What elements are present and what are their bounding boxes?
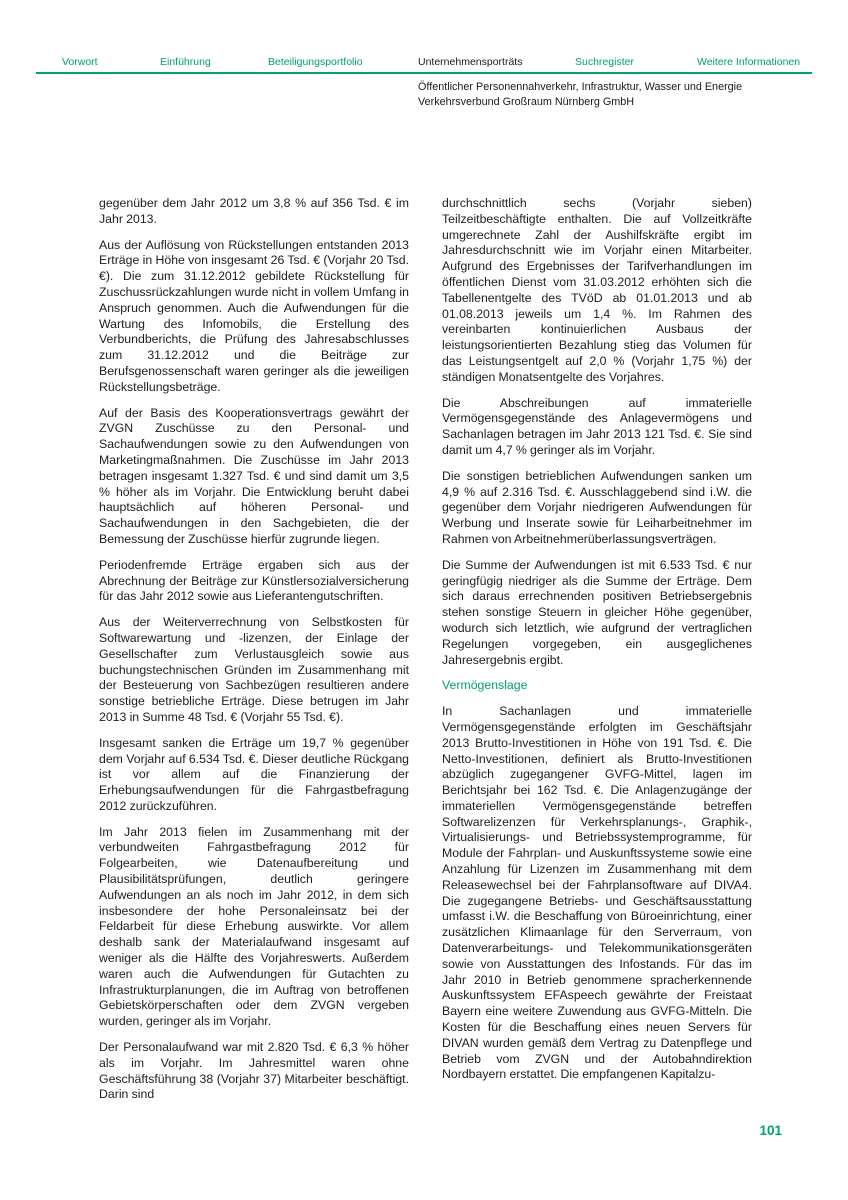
paragraph: Die Abschreibungen auf immaterielle Vermögensgegenstände des Anlagevermögens und Sachanlagen betragen im Jahr 2013 121 Tsd. €. Sie sind damit um 4,7 % geringer als im Vorjahr.: [442, 395, 752, 457]
content-area: [99, 196, 752, 1113]
paragraph: Im Jahr 2013 fielen im Zusammenhang mit der verbundweiten Fahrgastbefragung 2012 für Folgearbeiten, wie Datenaufbereitung und Plausibilitätsprüfungen, deutlich geringere Aufwendungen an als noch im Jahr 2012, in dem sich insbesondere der hohe Personaleinsatz bei der Feldarbeit für diese Erhebung auswirkte. Vor allem deshalb sank der Materialaufwand insgesamt auf weniger als die Hälfte des Vorjahreswerts. Außerdem waren auch die Aufwendungen für Gutachten zu Infrastrukturplanungen, die im Auftrag von betroffenen Gebietskörperschaften oder dem ZVGN vergeben wurden, geringer als im Vorjahr.: [99, 824, 409, 1029]
left-column: [99, 196, 409, 1113]
page-number: 101: [759, 1123, 782, 1138]
top-navigation: [36, 56, 812, 74]
paragraph: Die Summe der Aufwendungen ist mit 6.533 Tsd. € nur geringfügig niedriger als die Summe der Erträge. Dem sich daraus errechnenden positiven Betriebsergebnis stehen sonstige Steuern in gleicher Höhe gegenüber, wodurch sich letztlich, wie aufgrund der vertraglichen Regelungen vorgegeben, ein ausgeglichenes Jahresergebnis ergibt.: [442, 557, 752, 667]
paragraph: Periodenfremde Erträge ergaben sich aus der Abrechnung der Beiträge zur Künstlersozialversicherung für das Jahr 2012 sowie aus Lieferantengutschriften.: [99, 557, 409, 604]
paragraph: Insgesamt sanken die Erträge um 19,7 % gegenüber dem Vorjahr auf 6.534 Tsd. €. Dieser deutliche Rückgang ist vor allem auf die Finanzierung der Erhebungsaufwendungen für die Fahrgastbefragung 2012 zurückzuführen.: [99, 735, 409, 813]
paragraph: durchschnittlich sechs (Vorjahr sieben) Teilzeitbeschäftigte enthalten. Die auf Vollzeitkräfte umgerechnete Zahl der Aushilfskräfte ergibt im Jahresdurchschnitt wie im Vorjahr einen Mitarbeiter. Aufgrund des Ergebnisses der Tarifverhandlungen im öffentlichen Dienst vom 31.03.2012 erhöhten sich die Tabellenentgelte des TVöD ab 01.01.2013 und ab 01.08.2013 jeweils um 1,4 %. Im Rahmen des vereinbarten kontinuierlichen Ausbaus der leistungsorientierten Bezahlung stieg das Volumen für das Leistungsentgelt auf 2,0 % (Vorjahr 1,75 %) der ständigen Monatsentgelte des Vorjahres.: [442, 196, 752, 384]
right-column: [442, 196, 752, 1113]
nav-item-suchregister[interactable]: Suchregister: [575, 56, 634, 68]
section-title: Öffentlicher Personennahverkehr, Infrastruktur, Wasser und Energie: [418, 81, 743, 93]
nav-item-beteiligungsportfolio[interactable]: Beteiligungsportfolio: [268, 56, 363, 68]
paragraph: Die sonstigen betrieblichen Aufwendungen sanken um 4,9 % auf 2.316 Tsd. €. Ausschlaggebend sind i.W. die gegenüber dem Vorjahr niedrigeren Aufwendungen für Werbung und Inserate sowie für Leiharbeitnehmer im Rahmen von Arbeitnehmerüberlassungsverträgen.: [442, 468, 752, 546]
paragraph: Aus der Weiterverrechnung von Selbstkosten für Softwarewartung und -lizenzen, der Einlage der Gesellschafter zum Verlustausgleich sowie aus buchungstechnischen Gründen im Zusammenhang mit der Besteuerung von Sachbezügen resultieren andere sonstige betriebliche Erträge. Diese betrugen im Jahr 2013 in Summe 48 Tsd. € (Vorjahr 55 Tsd. €).: [99, 615, 409, 724]
nav-item-weitere-informationen[interactable]: Weitere Informationen: [697, 56, 801, 68]
paragraph: In Sachanlagen und immaterielle Vermögensgegenstände erfolgten im Geschäftsjahr 2013 Brutto-Investitionen in Höhe von 191 Tsd. €. Die Netto-Investitionen, definiert als Brutto-Investitionen abzüglich zugegangener GVFG-Mittel, lagen im Berichtsjahr bei 162 Tsd. €. Die Anlagenzugänge der immateriellen Vermögensgegenstände betreffen Softwarelizenzen für Verkehrsplanungs-, Graphik-, Virtualisierungs- und Betriebssystemprogramme, für Module der Fahrplan- und Auskunftssysteme sowie eine Anzahlung für Lizenzen im Zusammenhang mit dem Releasewechsel bei der Fahrplansoftware auf DIVA4. Die zugegangene Betriebs- und Geschäftsausstattung umfasst i.W. die Beschaffung von Büroeinrichtung, einer zusätzlichen Klimaanlage für den Serverraum, von Datenverarbeitungs- und Telekommunikationsgeräten sowie von Ausstattungen des Infostands. Für das im Jahr 2010 in Betrieb genommene spracherkennende Auskunftssystem EFAspeech gewährte der Freistaat Bayern eine weitere Zuwendung aus GVFG-Mitteln. Die Kosten für die Beschaffung eines neuen Servers für DIVAN wurden gemäß dem Vertrag zu Datenpflege und Betrieb vom ZVGN und der Autobahndirektion Nordbayern erstattet. Die empfangenen Kapitalzu-: [442, 704, 752, 1082]
document-header: [418, 80, 742, 110]
paragraph: gegenüber dem Jahr 2012 um 3,8 % auf 356 Tsd. € im Jahr 2013.: [99, 196, 409, 226]
paragraph: Der Personalaufwand war mit 2.820 Tsd. € 6,3 % höher als im Vorjahr. Im Jahresmittel waren ohne Geschäftsführung 38 (Vorjahr 37) Mitarbeiter beschäftigt. Darin sind: [99, 1040, 409, 1102]
company-title: Verkehrsverbund Großraum Nürnberg GmbH: [418, 96, 635, 108]
nav-item-vorwort[interactable]: Vorwort: [62, 56, 98, 68]
nav-item-unternehmensportraets[interactable]: Unternehmensporträts: [418, 56, 523, 68]
nav-item-einfuehrung[interactable]: Einführung: [160, 56, 211, 68]
paragraph: Auf der Basis des Kooperationsvertrags gewährt der ZVGN Zuschüsse zu den Personal- und Sachaufwendungen sowie zu den Aufwendungen von Marketingmaßnahmen. Die Zuschüsse im Jahr 2013 betragen insgesamt 1.327 Tsd. € und sind damit um 3,5 % höher als im Vorjahr. Die Entwicklung beruht dabei hauptsächlich auf höheren Personal- und Sachaufwendungen in den Sachgebieten, die der Bemessung der Zuschüsse hierfür zugrunde liegen.: [99, 405, 409, 546]
section-heading: Vermögenslage: [442, 678, 528, 693]
paragraph: Aus der Auflösung von Rückstellungen entstanden 2013 Erträge in Höhe von insgesamt 26 Tsd. € (Vorjahr 20 Tsd. €). Die zum 31.12.2012 gebildete Rückstellung für Zuschussrückzahlungen wurde nicht in vollem Umfang in Anspruch genommen. Auch die Aufwendungen für die Wartung des Infomobils, die Erstellung des Verbundberichts, die Prüfung des Jahresabschlusses zum 31.12.2012 und die Beiträge zur Berufsgenossenschaft waren geringer als die jeweiligen Rückstellungsbeträge.: [99, 237, 409, 394]
